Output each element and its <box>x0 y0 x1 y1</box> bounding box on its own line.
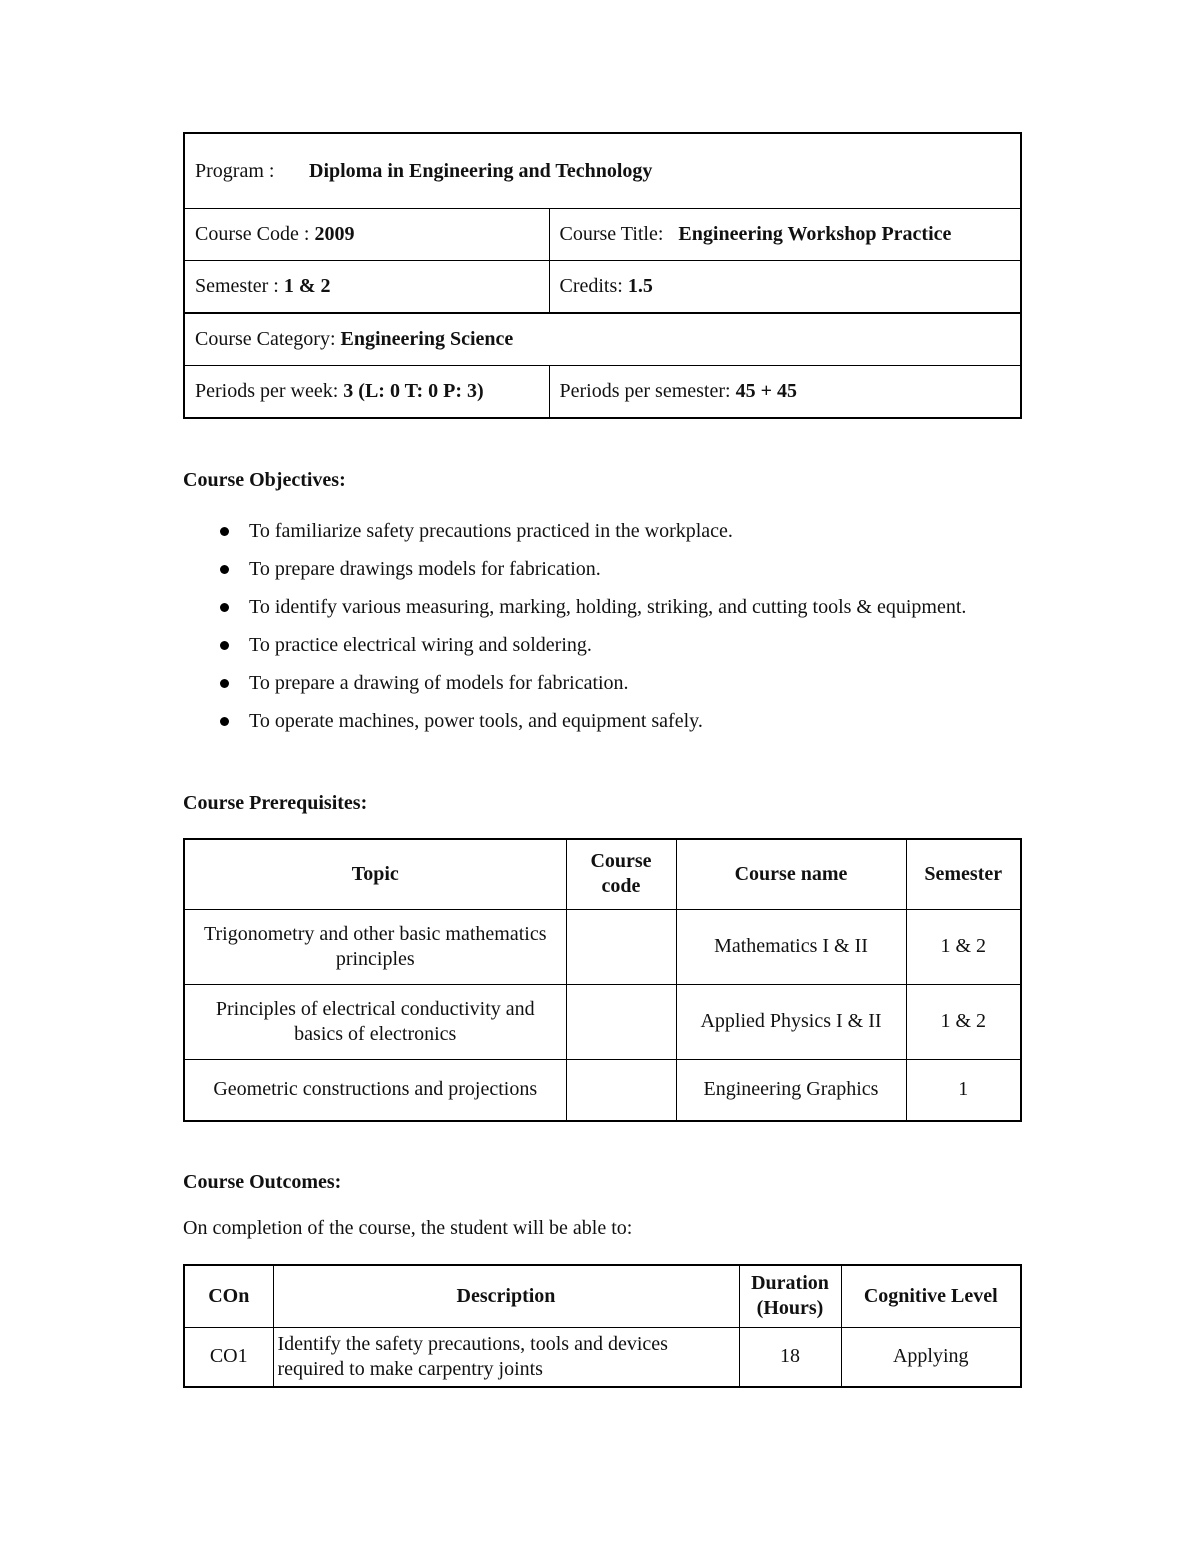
program-label: Program : <box>195 159 275 182</box>
list-item <box>183 708 1016 734</box>
credits-label: Credits: <box>559 275 623 297</box>
prerequisites-heading: Course Prerequisites: <box>183 792 368 814</box>
category-label: Course Category: <box>195 328 336 350</box>
header-description: Description <box>273 1265 739 1327</box>
objectives-list <box>183 518 1016 734</box>
bullet-icon <box>220 717 229 726</box>
bullet-icon <box>220 527 229 536</box>
course-title-value: Engineering Workshop Practice <box>678 223 952 245</box>
header-course-code: Course code <box>566 839 676 909</box>
periods-week-value: 3 (L: 0 T: 0 P: 3) <box>343 380 484 402</box>
course-code-label: Course Code : <box>195 223 310 245</box>
course-code-cell <box>566 909 676 984</box>
table-header-row <box>184 1265 1021 1327</box>
course-code-cell <box>566 1059 676 1121</box>
list-item <box>183 594 1016 620</box>
credits-cell <box>549 261 1021 314</box>
course-code-value: 2009 <box>314 223 355 245</box>
duration-cell: 18 <box>739 1327 841 1387</box>
header-topic: Topic <box>184 839 566 909</box>
outcomes-heading: Course Outcomes: <box>183 1171 342 1193</box>
header-duration: Duration (Hours) <box>739 1265 841 1327</box>
course-name-cell: Engineering Graphics <box>676 1059 906 1121</box>
topic-cell: Trigonometry and other basic mathematics principles <box>184 909 566 984</box>
objective-text: To familiarize safety precautions practiced in the workplace. <box>249 520 733 542</box>
table-header-row <box>184 839 1021 909</box>
objective-text: To prepare a drawing of models for fabrication. <box>249 672 629 694</box>
course-name-cell: Mathematics I & II <box>676 909 906 984</box>
course-code-cell <box>184 209 549 261</box>
bullet-icon <box>220 679 229 688</box>
table-row <box>184 984 1021 1059</box>
list-item <box>183 670 1016 696</box>
description-cell: Identify the safety precautions, tools and devices required to make carpentry joints <box>273 1327 739 1387</box>
list-item <box>183 556 1016 582</box>
con-cell: CO1 <box>184 1327 273 1387</box>
course-title-label: Course Title: <box>559 223 664 245</box>
list-item <box>183 518 1016 544</box>
semester-cell: 1 & 2 <box>906 984 1021 1059</box>
course-info-table <box>183 132 1022 419</box>
header-semester: Semester <box>906 839 1021 909</box>
semester-label: Semester : <box>195 275 279 297</box>
outcomes-table <box>183 1264 1022 1388</box>
course-name-cell: Applied Physics I & II <box>676 984 906 1059</box>
periods-semester-cell <box>549 366 1021 419</box>
header-course-name: Course name <box>676 839 906 909</box>
objective-text: To practice electrical wiring and soldering. <box>249 634 592 656</box>
periods-week-label: Periods per week: <box>195 380 339 402</box>
periods-semester-value: 45 + 45 <box>735 380 797 402</box>
objectives-heading: Course Objectives: <box>183 469 346 491</box>
program-value: Diploma in Engineering and Technology <box>309 159 653 182</box>
bullet-icon <box>220 641 229 650</box>
objective-text: To prepare drawings models for fabrication. <box>249 558 601 580</box>
topic-cell: Principles of electrical conductivity and basics of electronics <box>184 984 566 1059</box>
category-cell <box>184 313 1021 366</box>
topic-cell: Geometric constructions and projections <box>184 1059 566 1121</box>
objective-text: To operate machines, power tools, and equipment safely. <box>249 710 703 732</box>
semester-cell: 1 & 2 <box>906 909 1021 984</box>
semester-cell: 1 <box>906 1059 1021 1121</box>
table-row <box>184 909 1021 984</box>
credits-value: 1.5 <box>627 275 653 297</box>
course-code-cell <box>566 984 676 1059</box>
bullet-icon <box>220 565 229 574</box>
table-row <box>184 1059 1021 1121</box>
list-item <box>183 632 1016 658</box>
semester-cell <box>184 261 549 314</box>
outcomes-lead: On completion of the course, the student will be able to: <box>183 1217 633 1239</box>
header-con: COn <box>184 1265 273 1327</box>
bullet-icon <box>220 603 229 612</box>
table-row <box>184 1327 1021 1387</box>
category-value: Engineering Science <box>340 328 514 350</box>
header-cognitive-level: Cognitive Level <box>841 1265 1021 1327</box>
semester-value: 1 & 2 <box>283 275 331 297</box>
periods-semester-label: Periods per semester: <box>559 380 731 402</box>
program-cell <box>184 133 1021 209</box>
course-title-cell <box>549 209 1021 261</box>
cognitive-level-cell: Applying <box>841 1327 1021 1387</box>
prerequisites-table <box>183 838 1022 1122</box>
periods-week-cell <box>184 366 549 419</box>
objective-text: To identify various measuring, marking, holding, striking, and cutting tools & equipment. <box>249 596 967 618</box>
